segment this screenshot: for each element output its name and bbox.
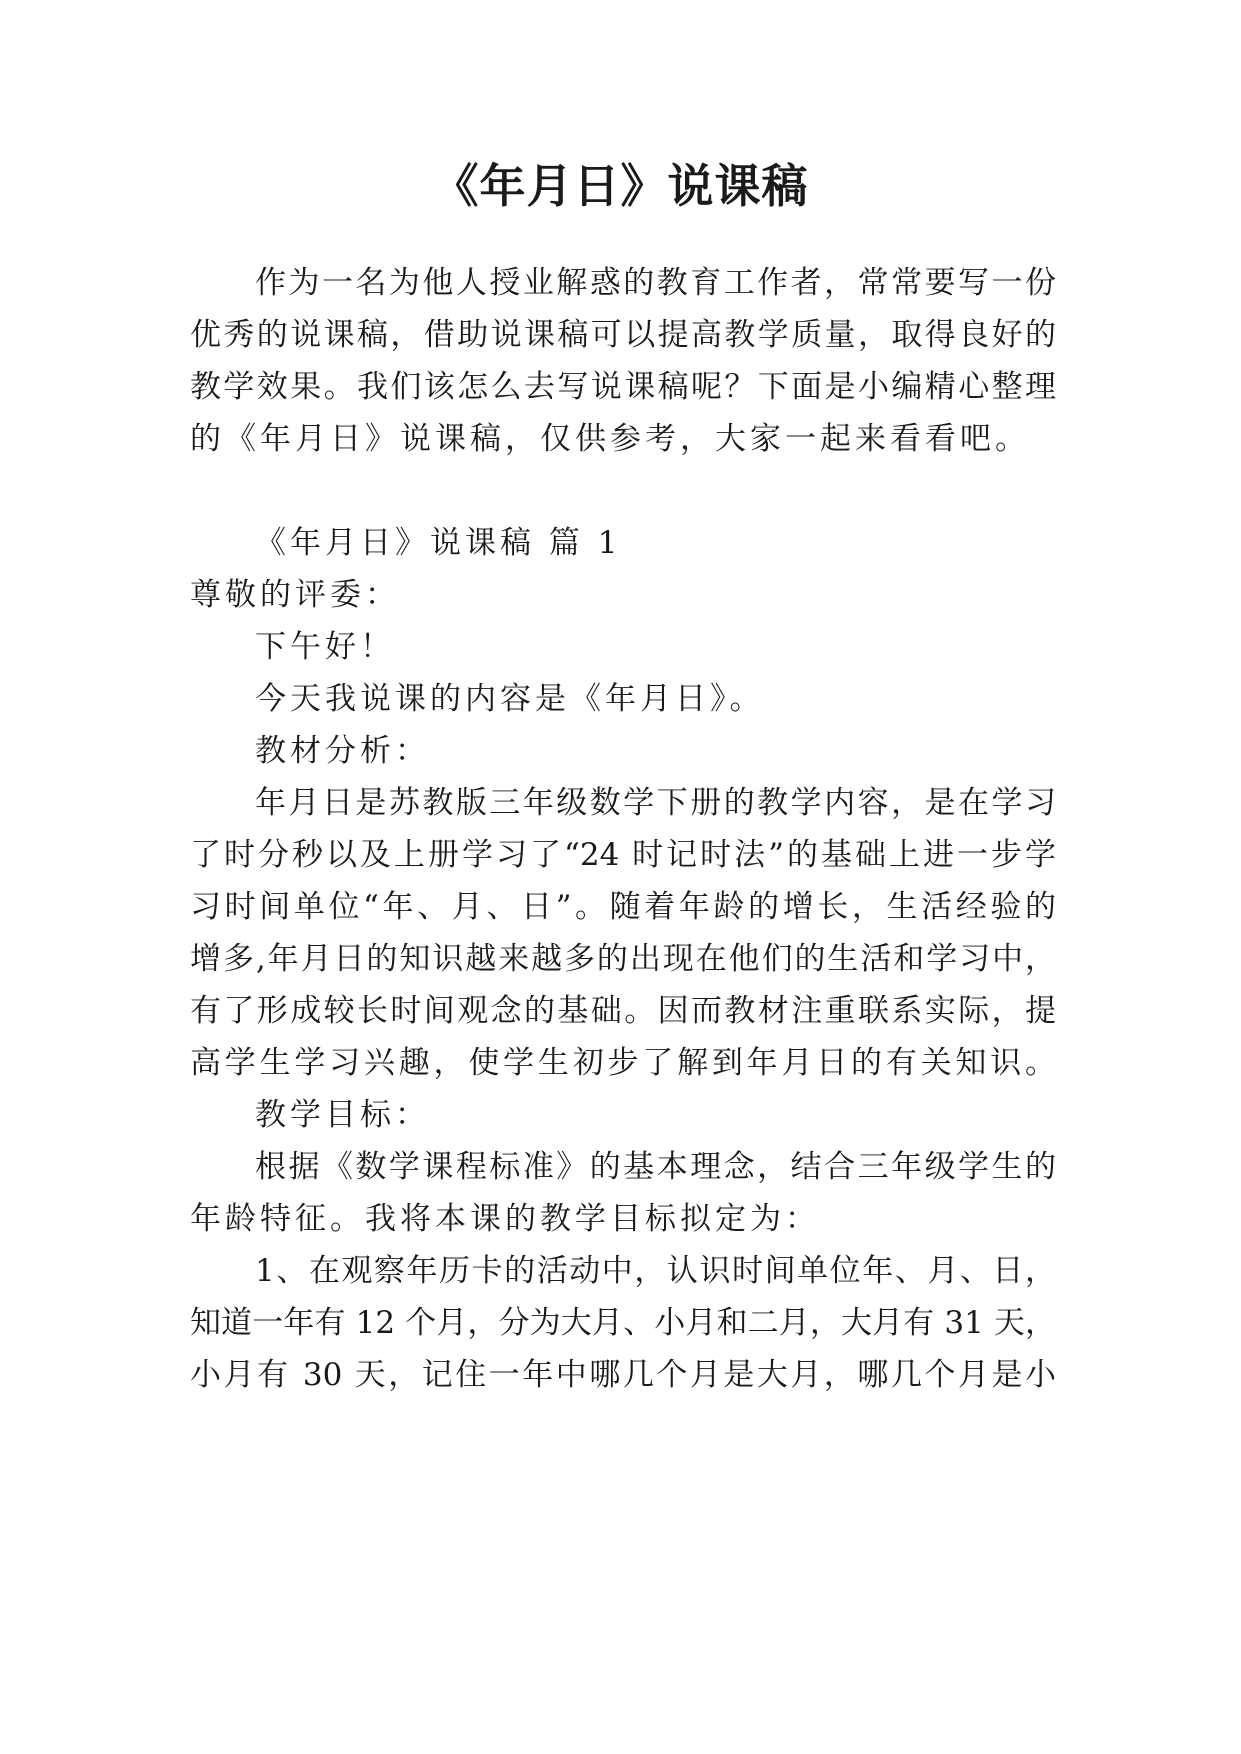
goals-heading: 教学目标： bbox=[255, 1097, 430, 1133]
salutation: 尊敬的评委： bbox=[190, 577, 400, 613]
greeting: 下午好！ bbox=[255, 629, 395, 665]
analysis-line: 了时分秒以及上册学习了“24 时记时法”的基础上进一步学 bbox=[190, 837, 1056, 873]
analysis-line: 年月日是苏教版三年级数学下册的教学内容，是在学习 bbox=[255, 785, 1056, 821]
intro-line: 优秀的说课稿，借助说课稿可以提高教学质量，取得良好的 bbox=[190, 317, 1056, 353]
section-heading: 《年月日》说课稿 篇 1 bbox=[255, 525, 622, 561]
goal-line: 1、在观察年历卡的活动中，认识时间单位年、月、日， bbox=[255, 1253, 1056, 1289]
goal-line: 知道一年有 12 个月，分为大月、小月和二月，大月有 31 天， bbox=[190, 1305, 1056, 1341]
goals-intro-line: 根据《数学课程标准》的基本理念，结合三年级学生的 bbox=[255, 1149, 1056, 1185]
intro-line: 的《年月日》说课稿，仅供参考，大家一起来看看吧。 bbox=[190, 421, 1030, 457]
analysis-line: 增多,年月日的知识越来越多的出现在他们的生活和学习中， bbox=[190, 941, 1056, 977]
goals-intro-line: 年龄特征。我将本课的教学目标拟定为： bbox=[190, 1201, 820, 1237]
analysis-line: 有了形成较长时间观念的基础。因而教材注重联系实际，提 bbox=[190, 993, 1056, 1029]
analysis-line: 高学生学习兴趣，使学生初步了解到年月日的有关知识。 bbox=[190, 1045, 1056, 1081]
document-title: 《年月日》说课稿 bbox=[432, 159, 809, 213]
topic-line: 今天我说课的内容是《年月日》。 bbox=[255, 681, 765, 717]
analysis-line: 习时间单位“年、月、日”。随着年龄的增长，生活经验的 bbox=[190, 889, 1056, 925]
analysis-heading: 教材分析： bbox=[255, 733, 430, 769]
intro-line: 作为一名为他人授业解惑的教育工作者，常常要写一份 bbox=[255, 265, 1056, 301]
intro-line: 教学效果。我们该怎么去写说课稿呢？下面是小编精心整理 bbox=[190, 369, 1056, 405]
goal-line: 小月有 30 天，记住一年中哪几个月是大月，哪几个月是小 bbox=[190, 1357, 1056, 1393]
